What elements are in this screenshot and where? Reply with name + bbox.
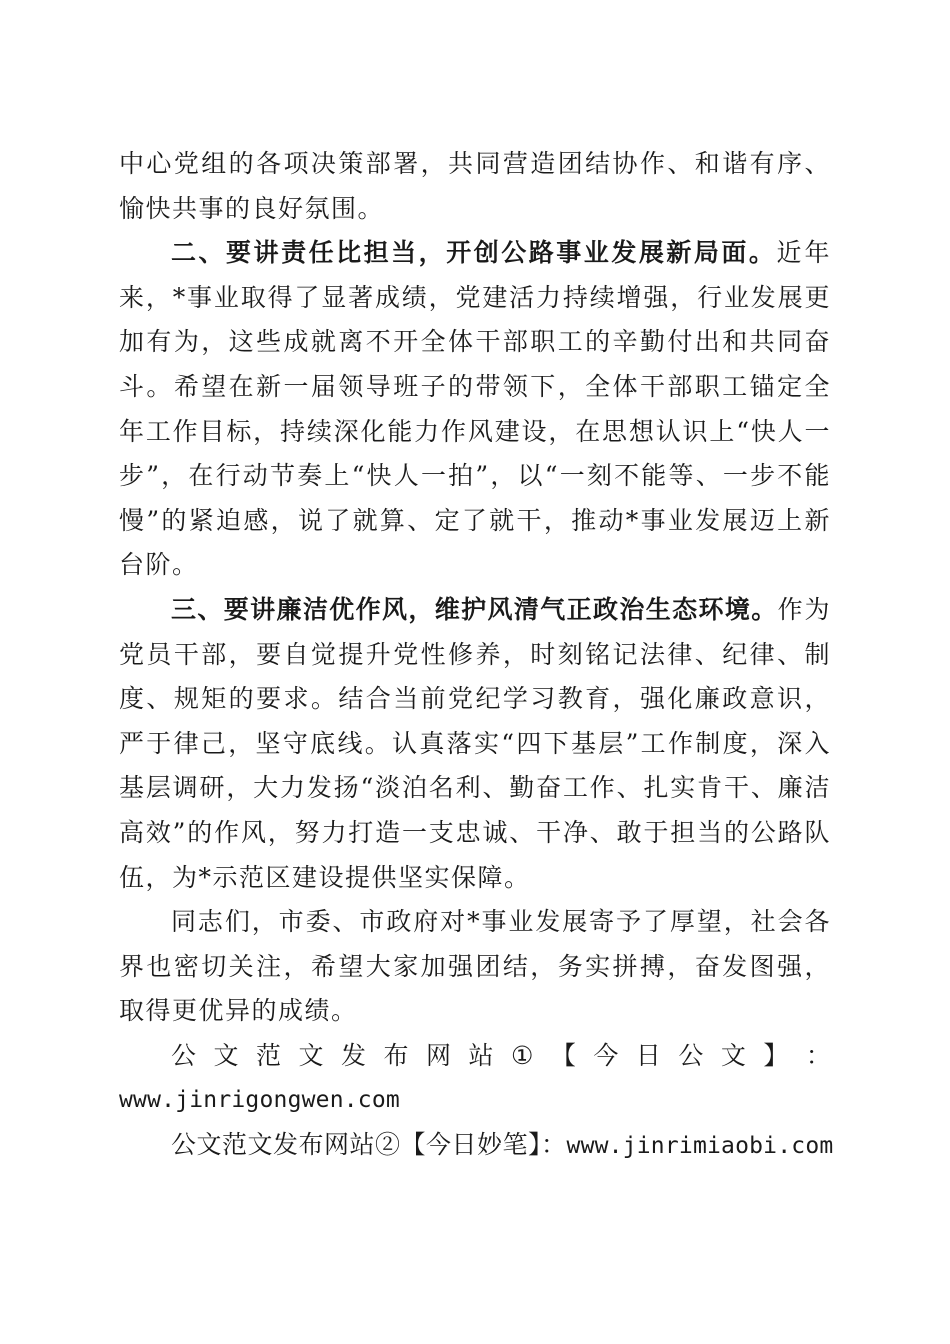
paragraph-continuation: 中心党组的各项决策部署，共同营造团结协作、和谐有序、愉快共事的良好氛围。 xyxy=(119,149,831,223)
section-2-heading: 二、要讲责任比担当，开创公路事业发展新局面。 xyxy=(171,238,777,268)
closing-paragraph: 同志们，市委、市政府对*事业发展寄予了厚望，社会各界也密切关注，希望大家加强团结，务实拼搏，奋发图强，取得更优异的成绩。 xyxy=(119,907,831,1026)
section-2-paragraph xyxy=(119,231,831,588)
footer-site-2 xyxy=(119,1123,834,1169)
section-3-heading: 三、要讲廉洁优作风，维护风清气正政治生态环境。 xyxy=(171,594,778,624)
footer-site-2-label: 公文范文发布网站②【今日妙笔】： xyxy=(171,1130,567,1160)
footer-site-1-url[interactable]: www.jinrigongwen.com xyxy=(119,1087,400,1114)
section-3-body: 作为党员干部，要自觉提升党性修养，时刻铭记法律、纪律、制度、规矩的要求。结合当前党纪学习教育，强化廉政意识，严于律己，坚守底线。认真落实“四下基层”工作制度，深入基层调研，大力发扬“淡泊名利、勤奋工作、扎实肯干、廉洁高效”的作风，努力打造一支忠诚、干净、敢于担当的公路队伍，为*示范区建设提供坚实保障。 xyxy=(119,594,831,892)
footer-site-1-label-line: 公 文 范 文 发 布 网 站 ① 【 今 日 公 文 】 ： xyxy=(171,1040,831,1070)
footer-site-2-url[interactable]: www.jinrimiaobi.com xyxy=(566,1133,834,1160)
section-3-paragraph xyxy=(119,588,831,900)
section-2-body: 近年来，*事业取得了显著成绩，党建活力持续增强，行业发展更加有为，这些成就离不开全体干部职工的辛勤付出和共同奋斗。希望在新一届领导班子的带领下，全体干部职工锚定全年工作目标，持续深化能力作风建设，在思想认识上“快人一步”，在行动节奏上“快人一拍”，以“一刻不能等、一步不能慢”的紧迫感，说了就算、定了就干，推动*事业发展迈上新台阶。 xyxy=(119,238,831,580)
footer-site-1 xyxy=(119,1034,831,1123)
document-body xyxy=(119,142,834,1169)
